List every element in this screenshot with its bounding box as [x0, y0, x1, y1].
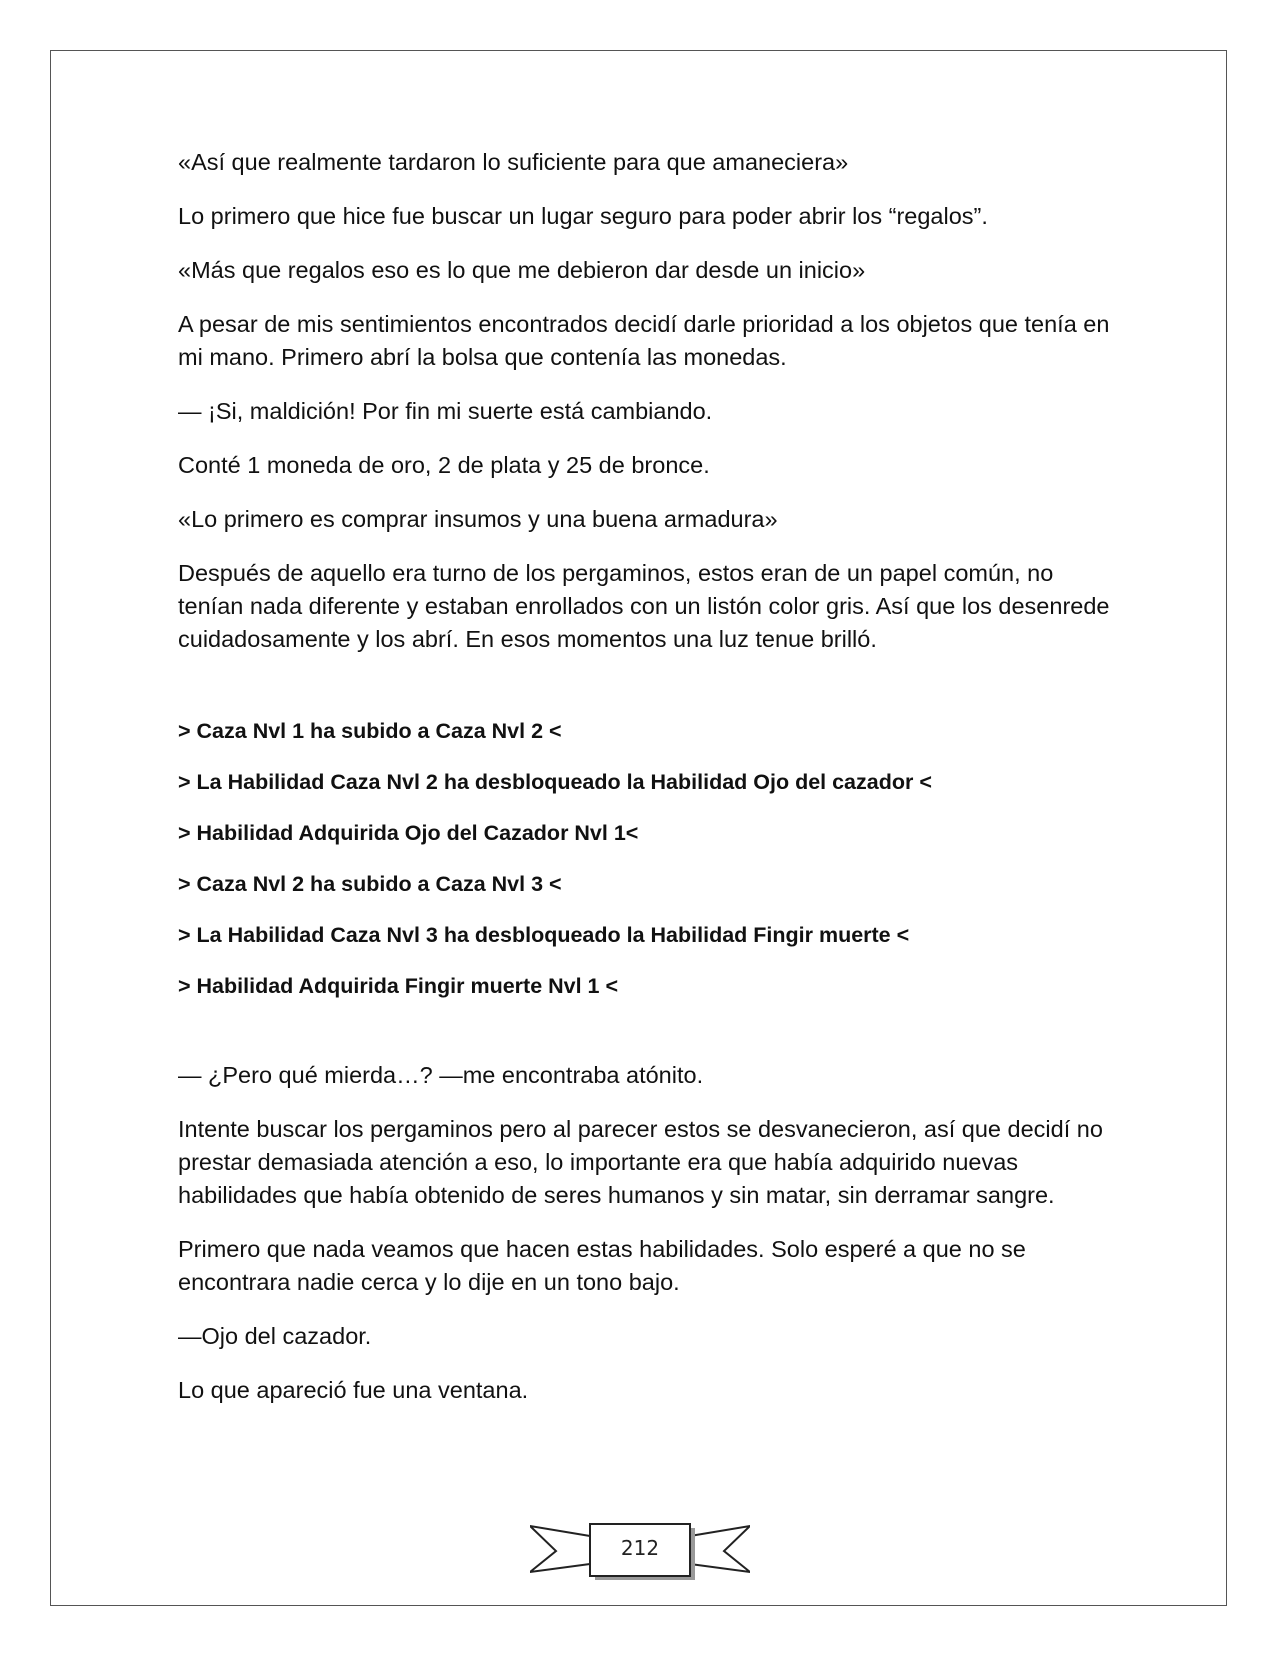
paragraph: Lo que apareció fue una ventana.: [178, 1377, 529, 1403]
system-message: > La Habilidad Caza Nvl 3 ha desbloqueado la Habilidad Fingir muerte <: [178, 923, 910, 947]
paragraph: — ¡Si, maldición! Por fin mi suerte está cambiando.: [178, 398, 713, 424]
paragraph: A pesar de mis sentimientos encontrados decidí darle prioridad a los objetos que tenía en mi mano. Primero abrí la bolsa que contenía las monedas.: [178, 311, 1110, 370]
paragraph: Lo primero que hice fue buscar un lugar seguro para poder abrir los “regalos”.: [178, 203, 988, 229]
paragraph: —Ojo del cazador.: [178, 1323, 372, 1349]
paragraph: Primero que nada veamos que hacen estas habilidades. Solo esperé a que no se encontrara nadie cerca y lo dije en un tono bajo.: [178, 1236, 1026, 1295]
paragraph: Después de aquello era turno de los pergaminos, estos eran de un papel común, no tenían nada diferente y estaban enrollados con un listón color gris. Así que los desenrede cuidadosamente y los abrí. En esos momentos una luz tenue brilló.: [178, 560, 1110, 652]
system-message: > Caza Nvl 1 ha subido a Caza Nvl 2 <: [178, 719, 562, 743]
page-number-banner: [530, 1514, 750, 1582]
system-message: > Habilidad Adquirida Ojo del Cazador Nvl 1<: [178, 821, 639, 845]
paragraph: Intente buscar los pergaminos pero al parecer estos se desvanecieron, así que decidí no prestar demasiada atención a eso, lo importante era que había adquirido nuevas habilidades que había obtenido de seres humanos y sin matar, sin derramar sangre.: [178, 1116, 1103, 1208]
paragraph: Conté 1 moneda de oro, 2 de plata y 25 de bronce.: [178, 452, 710, 478]
paragraph: «Así que realmente tardaron lo suficiente para que amaneciera»: [178, 149, 849, 175]
paragraph: «Lo primero es comprar insumos y una buena armadura»: [178, 506, 778, 532]
system-message: > La Habilidad Caza Nvl 2 ha desbloqueado la Habilidad Ojo del cazador <: [178, 770, 932, 794]
page-number: 212: [620, 1536, 660, 1560]
paragraph: — ¿Pero qué mierda…? —me encontraba atónito.: [178, 1062, 704, 1088]
page-body: [178, 146, 1118, 1428]
paragraph: «Más que regalos eso es lo que me debieron dar desde un inicio»: [178, 257, 866, 283]
system-message: > Habilidad Adquirida Fingir muerte Nvl 1 <: [178, 974, 619, 998]
system-messages: [178, 716, 1118, 1001]
system-message: > Caza Nvl 2 ha subido a Caza Nvl 3 <: [178, 872, 562, 896]
